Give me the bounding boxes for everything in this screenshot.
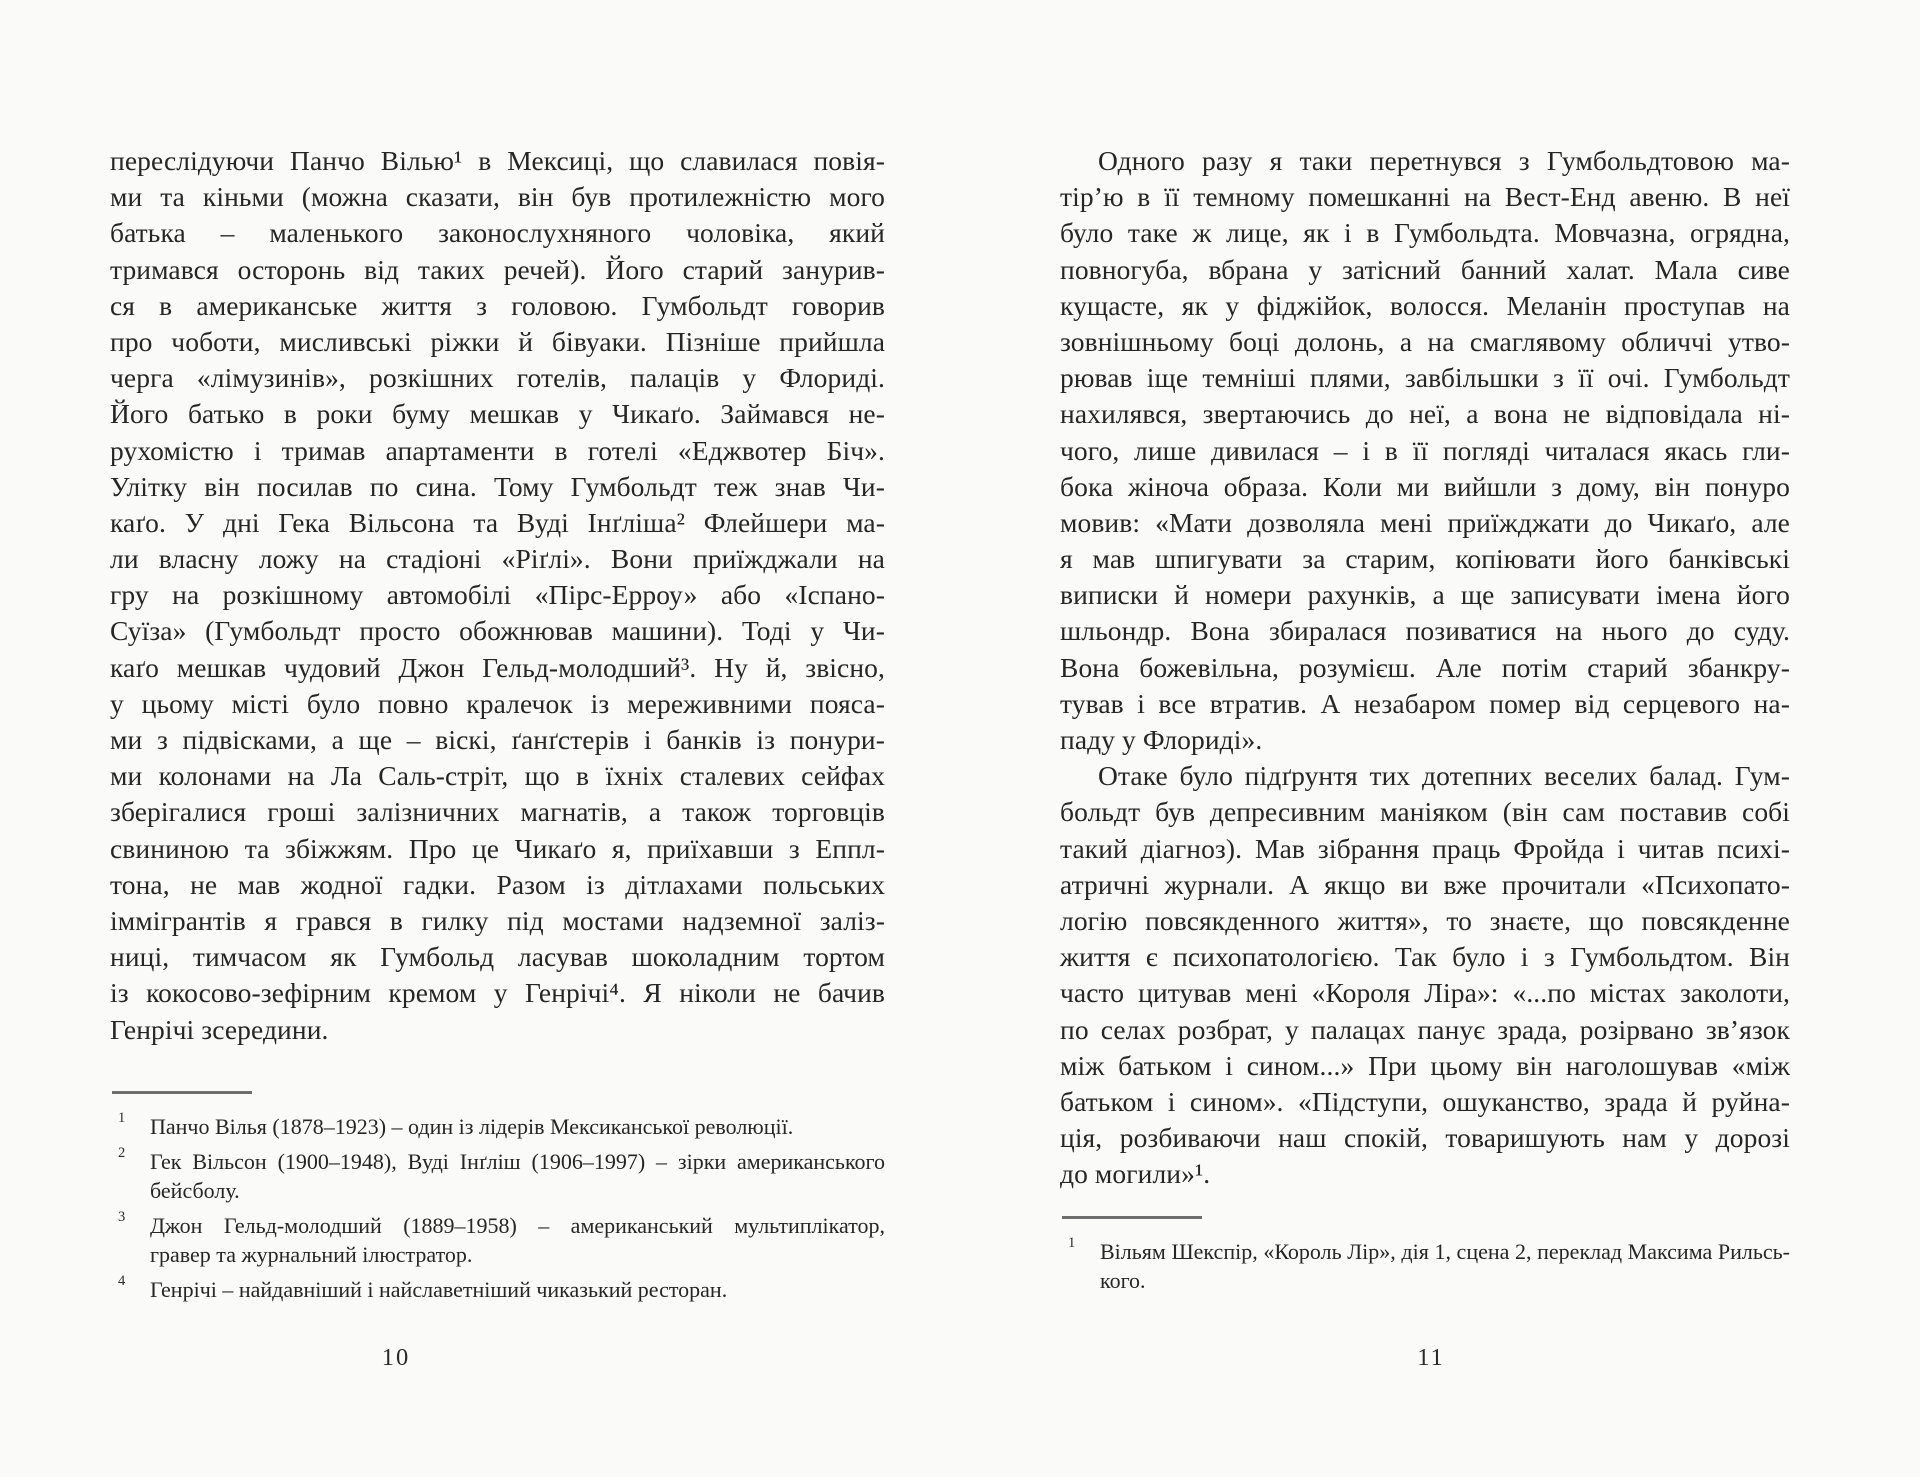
footnote [110,1112,885,1141]
text-line: каґо. У дні Гека Вільсона та Вуді Інґліша² Флейшери ма- [110,506,885,538]
text-line: про чоботи, мисливські ріжки й бівуаки. Пізніше прийшла [110,325,885,357]
footnote-line: Гек Вільсон (1900–1948), Вуді Інґліш (1906–1997) – зірки американського [150,1149,885,1174]
text-line: між батьком і сином...» При цьому він наголошував «між [1060,1049,1790,1081]
text-line: життя є психопатологією. Так було і з Гумбольдтом. Він [1060,941,1790,973]
page-right [960,0,1920,1477]
text-line: часто цитував мені «Короля Ліра»: «...по містах заколоти, [1060,977,1790,1009]
text-line: ниці, тимчасом як Гумбольд ласував шоколадним тортом [110,941,885,973]
text-line: тримався осторонь від таких речей). Його старий занурив- [110,253,885,285]
text-line: ми та кіньми (можна сказати, він був протилежністю мого [110,181,885,213]
text-line: ція, розбиваючи наш спокій, товаришують нам у дорозі [1060,1122,1790,1154]
text-line: паду у Флориді». [1060,724,1263,755]
footnote-line: Вільям Шекспір, «Король Лір», дія 1, сцена 2, переклад Максима Рильсь- [1100,1239,1790,1264]
text-line: ли власну ложу на стадіоні «Ріґлі». Вони приїжджали на [110,543,885,575]
text-line: Його батько в роки буму мешкав у Чикаґо. Займався не- [110,398,885,430]
footnote-marker: 2 [118,1145,126,1161]
text-line: ся в американське життя з головою. Гумбольдт говорив [110,289,885,321]
footnote-line: Панчо Вілья (1878–1923) – один із лідерів Мексиканської революції. [150,1114,794,1139]
footnote-marker: 3 [118,1209,126,1225]
footnote-line: Генрічі – найдавніший і найславетніший чиказький ресторан. [150,1277,728,1302]
text-line: до могили»¹. [1060,1158,1211,1190]
text-line: мовив: «Мати дозволяла мені приїжджати до Чикаґо, але [1060,506,1790,538]
footnote-line: бейсболу. [150,1178,240,1203]
text-line: по селах розбрат, у палацах панує зрада, розірвано зв’язок [1060,1013,1790,1045]
text-line: Одного разу я таки перетнувся з Гумбольдтовою ма- [1098,145,1790,176]
text-line: свининою та збіжжям. Про це Чикаґо я, приїхавши з Еппл- [110,832,885,864]
footnote-line: кого. [1100,1268,1146,1293]
page-number-left: 10 [381,1344,411,1371]
footnote-line: гравер та журнальний ілюстратор. [150,1242,473,1267]
footnote [110,1211,885,1269]
text-line: черга «лімузинів», розкішних готелів, палаців у Флориді. [110,362,885,394]
text-line: больдт був депресивним маніяком (він сам поставив собі [1060,796,1790,828]
footnote-line: Джон Гельд-молодший (1889–1958) – американський мультиплікатор, [150,1213,885,1238]
page-number-right: 11 [1417,1344,1445,1371]
text-line: логію повсякденного життя», то знаєте, що повсякденне [1060,904,1790,936]
text-line: Генрічі зсередини. [110,1013,329,1045]
text-line: зберігалися гроші залізничних магнатів, а також торговців [110,796,885,828]
right-page-text [1060,143,1790,1192]
text-line: батька – маленького законослухняного чоловіка, який [110,217,885,249]
text-line: тував і все втратив. А незабаром помер від серцевого на- [1060,687,1790,719]
text-line: переслідуючи Панчо Вілью¹ в Мексиці, що славилася повія- [110,145,885,176]
text-line: іммігрантів я грався в гилку під мостами надземної заліз- [110,904,885,936]
text-line: Суїза» (Гумбольдт просто обожнював машини). Тоді у Чи- [110,615,885,647]
text-line: чого, лише дивилася – і в її погляді читалася якась гли- [1060,434,1790,466]
text-line: із кокосово-зефірним кремом у Генрічі⁴. Я ніколи не бачив [110,977,885,1009]
text-line: повногуба, вбрана у затісний банний халат. Мала сиве [1060,253,1790,285]
footnote-rule-left [112,1091,252,1094]
text-line: кущасте, як у фіджійок, волосся. Меланін проступав на [1060,289,1790,321]
text-line: атричні журнали. А якщо ви вже прочитали «Психопато- [1060,868,1790,900]
text-line: виписки й номери рахунків, а ще записувати імена його [1060,579,1790,611]
footnote-marker: 1 [118,1110,126,1126]
text-line: батьком і сином». «Підступи, ошуканство, зрада й руйна- [1060,1085,1790,1117]
text-line: тір’ю в її темному помешканні на Вест-Енд авеню. В неї [1060,181,1790,213]
text-line: бока жіноча образа. Коли ми вийшли з дому, він понуро [1060,470,1790,502]
text-line: каґо мешкав чудовий Джон Гельд-молодший³. Ну й, звісно, [110,651,885,683]
footnote-marker: 1 [1068,1235,1076,1251]
text-line: такий діагноз). Мав зібрання праць Фройда і читав психі- [1060,832,1790,864]
text-line: я мав шпигувати за старим, копіювати його банківські [1060,543,1790,575]
text-line: було таке ж лице, як і в Гумбольдта. Мовчазна, огрядна, [1060,217,1790,249]
left-page-footnotes [110,1112,885,1310]
text-line: тона, не мав жодної гадки. Разом із дітлахами польських [110,868,885,900]
footnote [110,1147,885,1205]
text-line: зовнішньому боці долонь, а на смаглявому обличчі утво- [1060,325,1790,357]
left-page-text [110,143,885,1048]
text-line: шльондр. Вона збиралася позиватися на нього до суду. [1060,615,1790,647]
text-line: гру на розкішному автомобілі «Пірс-Ерроу» або «Іспано- [110,579,885,611]
text-line: рював іще темніші плями, завбільшки з її очі. Гумбольдт [1060,362,1790,394]
right-page-footnotes [1060,1237,1790,1301]
text-line: ми з підвісками, а ще – віскі, ґанґстерів і банків із понури- [110,724,885,755]
footnote-rule-right [1062,1216,1202,1219]
footnote [110,1275,885,1304]
text-line: Улітку він посилав по сина. Тому Гумбольдт теж знав Чи- [110,470,885,502]
text-line: ми колонами на Ла Саль-стріт, що в їхніх сталевих сейфах [110,760,885,792]
text-line: нахилявся, звертаючись до неї, а вона не відповідала ні- [1060,398,1790,430]
text-line: Отаке було підґрунтя тих дотепних веселих балад. Гум- [1098,760,1790,792]
footnote [1060,1237,1790,1295]
text-line: у цьому місті було повно кралечок із мереживними пояса- [110,687,885,719]
text-line: рухомістю і тримав апартаменти в готелі «Еджвотер Біч». [110,434,885,466]
footnote-marker: 4 [118,1273,126,1289]
text-line: Вона божевільна, розумієш. Але потім старий збанкру- [1060,651,1790,683]
